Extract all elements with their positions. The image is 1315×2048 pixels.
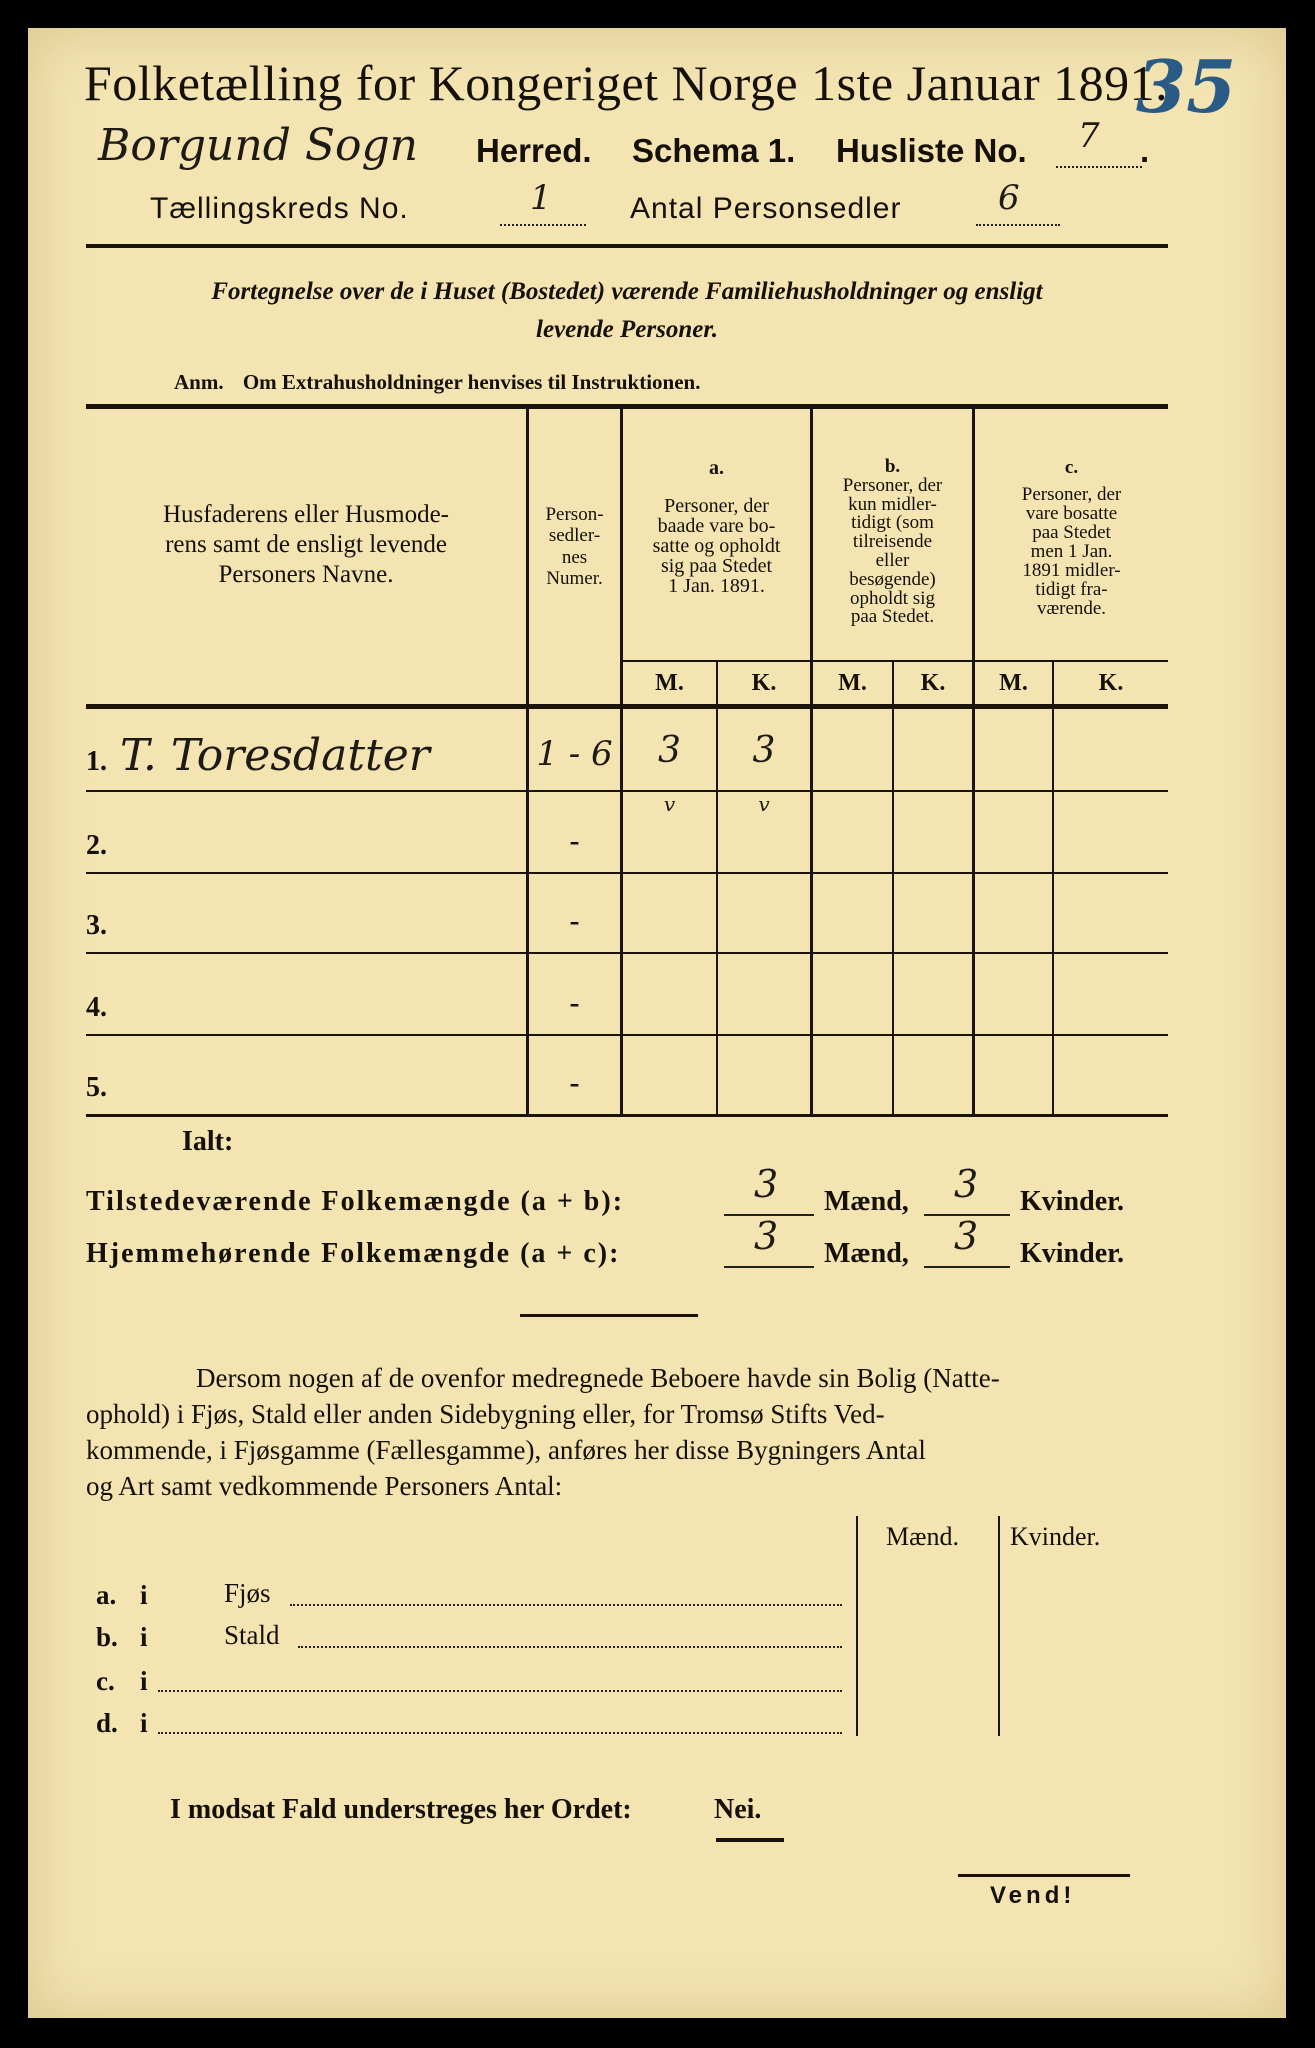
bolig-b-letter: b. xyxy=(96,1622,118,1652)
antal-label: Antal Personsedler xyxy=(630,192,902,225)
bolig-c-prep: i xyxy=(140,1666,148,1696)
census-form-sheet xyxy=(28,28,1286,2018)
col-c-header-l5: 1891 midler- xyxy=(1022,560,1121,581)
row-4-number: 4. xyxy=(86,992,107,1023)
bolig-kvinder-header: Kvinder. xyxy=(1010,1522,1101,1551)
tilst-kvinder-value: 3 xyxy=(954,1162,979,1206)
bolig-a-letter: a. xyxy=(96,1580,117,1610)
bolig-paragraph xyxy=(86,1360,1168,1504)
intro-line-1: Fortegnelse over de i Huset (Bostedet) værende Familiehusholdninger og ensligt xyxy=(211,278,1043,305)
bolig-b-dots xyxy=(298,1636,842,1648)
hjem-label: Hjemmehørende Folkemængde (a + c): xyxy=(86,1238,621,1269)
hjem-maend-label: Mænd, xyxy=(824,1238,909,1269)
col-c-m-label: M. xyxy=(999,670,1028,696)
col-b-header-l6: besøgende) xyxy=(849,568,936,590)
col-b-header xyxy=(813,458,972,627)
col-num-header-l2: sedler- xyxy=(548,525,601,547)
tilst-label: Tilstedeværende Folkemængde (a + b): xyxy=(86,1186,625,1217)
col-num-header-l4: Numer. xyxy=(546,567,603,589)
bolig-line-3: kommende, i Fjøsgamme (Fællesgamme), anføres her disse Bygningers Antal xyxy=(86,1435,926,1465)
col-c-letter: c. xyxy=(1064,457,1079,478)
bolig-c-dots xyxy=(158,1680,842,1692)
col-num-header-l1: Person- xyxy=(545,504,604,525)
col-rule-b-mk xyxy=(892,660,894,1117)
tilst-maend-label: Mænd, xyxy=(824,1186,909,1217)
bolig-col-rule-1 xyxy=(856,1516,858,1736)
taellingskreds-label: Tællingskreds No. xyxy=(150,192,409,225)
husliste-label: Husliste No. xyxy=(836,132,1027,169)
row-5-number: 5. xyxy=(86,1072,107,1103)
row-1-number: 1. xyxy=(86,746,107,777)
col-name-header xyxy=(86,500,526,590)
col-b-header-l5: eller xyxy=(875,549,910,571)
col-c-header-l2: vare bosatte xyxy=(1025,503,1118,524)
col-a-header-l4: sig paa Stedet xyxy=(660,555,773,577)
bolig-b-prep: i xyxy=(140,1622,148,1652)
row-3-number: 3. xyxy=(86,910,107,941)
col-a-header-l1: Personer, der xyxy=(664,495,769,517)
husliste-value: 7 xyxy=(1078,116,1100,156)
col-name-header-l1: Husfaderens eller Husmode- xyxy=(162,501,449,528)
bolig-line-4: og Art samt vedkommende Personers Antal: xyxy=(86,1471,563,1501)
modsat-text: I modsat Fald understreges her Ordet: xyxy=(170,1794,632,1825)
header-bottom-rule xyxy=(86,704,1168,709)
col-a-header-l2: baade vare bo- xyxy=(657,515,776,537)
col-c-header-l3: paa Stedet xyxy=(1032,522,1111,543)
nei-word: Nei. xyxy=(714,1794,762,1825)
col-b-letter: b. xyxy=(884,456,901,477)
col-a-k-label: K. xyxy=(751,670,777,696)
col-rule-a-mk xyxy=(716,660,718,1117)
hjem-kvinder-label: Kvinder. xyxy=(1020,1238,1124,1269)
section-divider xyxy=(520,1314,698,1317)
taellingskreds-value: 1 xyxy=(530,178,552,218)
bolig-a-dots xyxy=(290,1594,842,1606)
bolig-a-prep: i xyxy=(140,1580,148,1610)
col-b-header-l7: opholdt sig xyxy=(850,587,935,609)
hjem-maend-field xyxy=(724,1214,814,1268)
col-a-header xyxy=(623,458,810,596)
antal-value: 6 xyxy=(998,178,1020,218)
col-a-m-label: M. xyxy=(655,670,684,696)
row-5-numer: - xyxy=(569,1066,580,1099)
intro-line-2: levende Personer. xyxy=(536,316,718,343)
antal-field xyxy=(976,178,1060,226)
row-1-a-k-tick: v xyxy=(758,792,770,816)
col-c-header-l4: men 1 Jan. xyxy=(1030,541,1113,562)
table-bottom-rule xyxy=(86,1114,1168,1117)
col-b-header-l3: tidigt (som xyxy=(851,512,934,534)
bolig-c-letter: c. xyxy=(96,1666,115,1696)
row-2-number: 2. xyxy=(86,830,107,861)
page-number-handwritten: 35 xyxy=(1136,44,1237,129)
bolig-line-2: ophold) i Fjøs, Stald eller anden Sidebygning eller, for Tromsø Stifts Ved- xyxy=(86,1399,885,1429)
anm-note xyxy=(174,370,700,395)
col-b-m-label: M. xyxy=(838,670,867,696)
bolig-b-text: Stald xyxy=(224,1620,280,1650)
row-2-numer: - xyxy=(569,824,580,857)
col-c-header-l7: værende. xyxy=(1036,598,1107,619)
col-b-header-l1: Personer, der xyxy=(842,474,943,496)
col-c-header-l1: Personer, der xyxy=(1021,484,1122,505)
col-c-header xyxy=(975,458,1168,618)
header-rule xyxy=(86,244,1168,248)
col-a-header-l3: satte og opholdt xyxy=(652,535,781,557)
form-title: Folketælling for Kongeriget Norge 1ste Januar 1891. xyxy=(84,55,1169,111)
col-a-letter: a. xyxy=(709,457,724,479)
col-num-header-l3: nes xyxy=(561,546,588,568)
row-1-a-k: 3 xyxy=(752,730,776,771)
row-4-numer: - xyxy=(569,986,580,1019)
row-1-numer: 1 - 6 xyxy=(536,734,613,774)
row-1-a-m-tick: v xyxy=(663,792,676,816)
col-b-header-l8: paa Stedet. xyxy=(850,606,935,628)
hjem-kvinder-field xyxy=(924,1214,1010,1268)
taellingskreds-field xyxy=(500,178,586,226)
row-1-name: T. Toresdatter xyxy=(120,730,430,781)
row-1-a-m: 3 xyxy=(658,730,681,771)
bolig-maend-header: Mænd. xyxy=(886,1522,959,1551)
herred-handwritten: Borgund Sogn xyxy=(98,120,418,171)
household-table xyxy=(86,404,1168,1124)
bolig-d-dots xyxy=(158,1722,842,1734)
col-num-header xyxy=(529,504,620,589)
vend-label: Vend! xyxy=(990,1882,1076,1909)
mk-rule xyxy=(620,660,1168,662)
schema-label: Schema 1. xyxy=(632,132,796,169)
herred-field xyxy=(98,120,498,178)
bolig-col-rule-2 xyxy=(998,1516,1000,1736)
tilst-maend-value: 3 xyxy=(754,1162,779,1206)
col-c-header-l6: tidigt fra- xyxy=(1035,579,1108,600)
col-name-header-l3: Personers Navne. xyxy=(218,561,394,588)
husliste-field xyxy=(1056,116,1142,168)
col-a-header-l5: 1 Jan. 1891. xyxy=(668,575,765,597)
bolig-line-1: Dersom nogen af de ovenfor medregnede Beboere havde sin Bolig (Natte- xyxy=(196,1363,1000,1393)
hjem-kvinder-value: 3 xyxy=(954,1214,979,1258)
herred-label: Herred. xyxy=(476,132,592,169)
row-3-numer: - xyxy=(569,904,580,937)
ialt-label: Ialt: xyxy=(182,1126,234,1157)
bolig-d-prep: i xyxy=(140,1708,148,1738)
tilst-maend-field xyxy=(724,1162,814,1216)
anm-text: Om Extrahusholdninger henvises til Instruktionen. xyxy=(242,370,701,394)
tilst-kvinder-label: Kvinder. xyxy=(1020,1186,1124,1217)
col-b-header-l4: tilreisende xyxy=(852,531,933,553)
row-rule-4 xyxy=(86,1034,1168,1036)
col-b-header-l2: kun midler- xyxy=(848,493,937,515)
anm-label: Anm. xyxy=(174,370,224,394)
col-name-header-l2: rens samt de ensligt levende xyxy=(165,531,447,558)
nei-underline xyxy=(716,1838,784,1842)
husliste-period: . xyxy=(1140,132,1150,169)
tilst-kvinder-field xyxy=(924,1162,1010,1216)
col-b-k-label: K. xyxy=(920,670,946,696)
bolig-d-letter: d. xyxy=(96,1708,118,1738)
row-rule-2 xyxy=(86,872,1168,874)
hjem-maend-value: 3 xyxy=(754,1214,779,1258)
vend-rule xyxy=(958,1874,1130,1877)
row-rule-3 xyxy=(86,952,1168,954)
table-top-rule xyxy=(86,404,1168,409)
col-rule-c-mk xyxy=(1052,660,1054,1117)
col-c-k-label: K. xyxy=(1098,670,1124,696)
bolig-a-text: Fjøs xyxy=(224,1578,271,1608)
